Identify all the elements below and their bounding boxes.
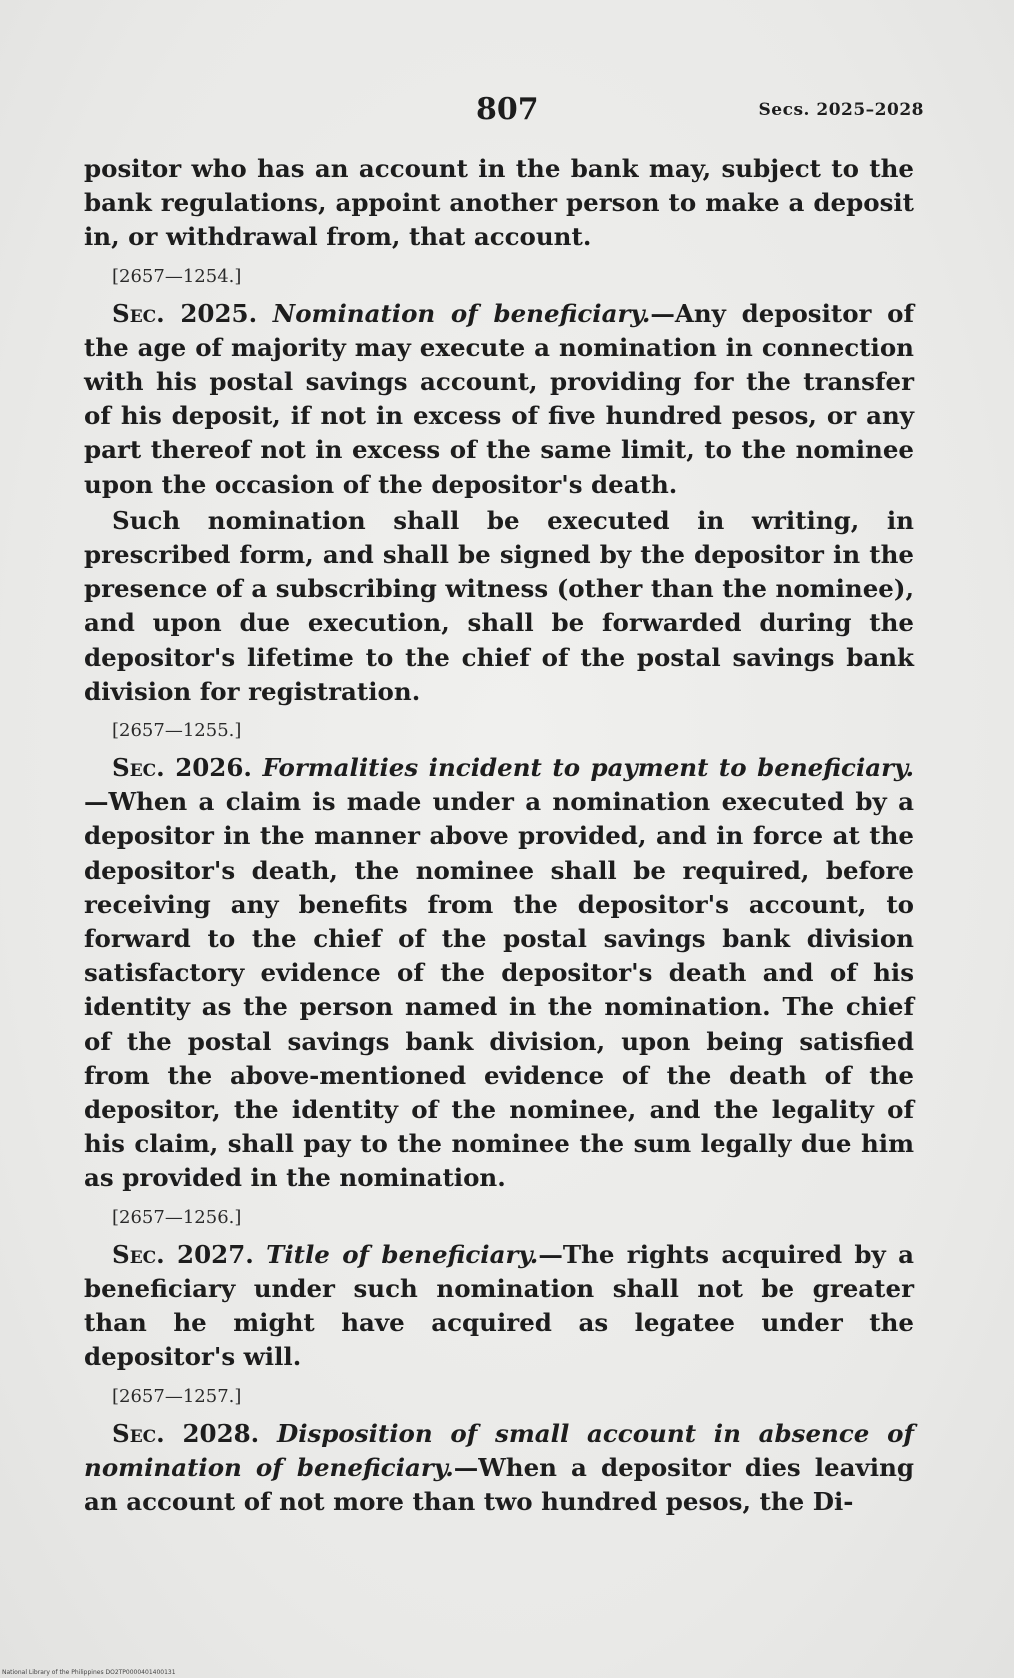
section-label: Sec. 2026. [112,753,252,783]
section-title: Formalities incident to payment to beneficiary. [262,753,914,783]
section-label: Sec. 2027. [112,1239,254,1269]
page-header [84,92,924,132]
continuation-paragraph: positor who has an account in the bank may, subject to the bank regulations, appoint another person to make a deposit in, or withdrawal from, that account. [84,154,914,252]
running-head: Secs. 2025–2028 [758,100,924,120]
section-title: Nomination of beneficiary. [272,298,651,328]
section-text: —When a claim is made under a nomination executed by a depositor in the manner above provided, and in force at the depositor's death, the nominee shall be required, before receiving any benefits from the depositor's account, to forward to the chief of the postal savings bank division satisfactory evidence of the depositor's death and of his identity as the person named in the nomination. The chief of the postal savings bank division, upon being satisfied from the above-mentioned evidence of the death of the depositor, the identity of the nominee, and the legality of his claim, shall pay to the nominee the sum legally due him as provided in the nomination. [84,787,914,1193]
section-2027 [84,1238,914,1375]
section-2025 [84,297,914,502]
source-citation: [2657—1256.] [112,1206,242,1228]
section-2028 [84,1417,914,1520]
section-title: Disposition of small account in absence of nomination of beneficiary. [84,1418,914,1482]
section-title: Title of beneficiary. [266,1239,539,1269]
source-citation: [2657—1257.] [112,1385,242,1407]
section-label: Sec. 2028. [112,1418,260,1448]
page-number: 807 [476,92,539,127]
section-text: —The rights acquired by a beneficiary under such nomination shall not be greater than he might have acquired as legatee under the depositor's will. [84,1239,914,1372]
section-text: —Any depositor of the age of majority may execute a nomination in connection with his postal savings account, providing for the transfer of his deposit, if not in excess of five hundred pesos, or any part thereof not in excess of the same limit, to the nominee upon the occasion of the depositor's death. [84,298,915,499]
section-2026 [84,751,914,1196]
section-2025-paragraph-2: Such nomination shall be executed in writing, in prescribed form, and shall be signed by the depositor in the presence of a subscribing witness (other than the nominee), and upon due execution, shall be forwarded during the depositor's lifetime to the chief of the postal savings bank division for registration. [84,505,914,706]
section-label: Sec. 2025. [112,298,258,328]
source-citation: [2657—1254.] [112,265,242,287]
archive-footer: National Library of the Philippines DO2TP0000401400131 [2,1669,176,1676]
page-body [84,152,914,1519]
source-citation: [2657—1255.] [112,720,242,742]
section-text: —When a depositor dies leaving an account of not more than two hundred pesos, the Di- [84,1452,915,1516]
